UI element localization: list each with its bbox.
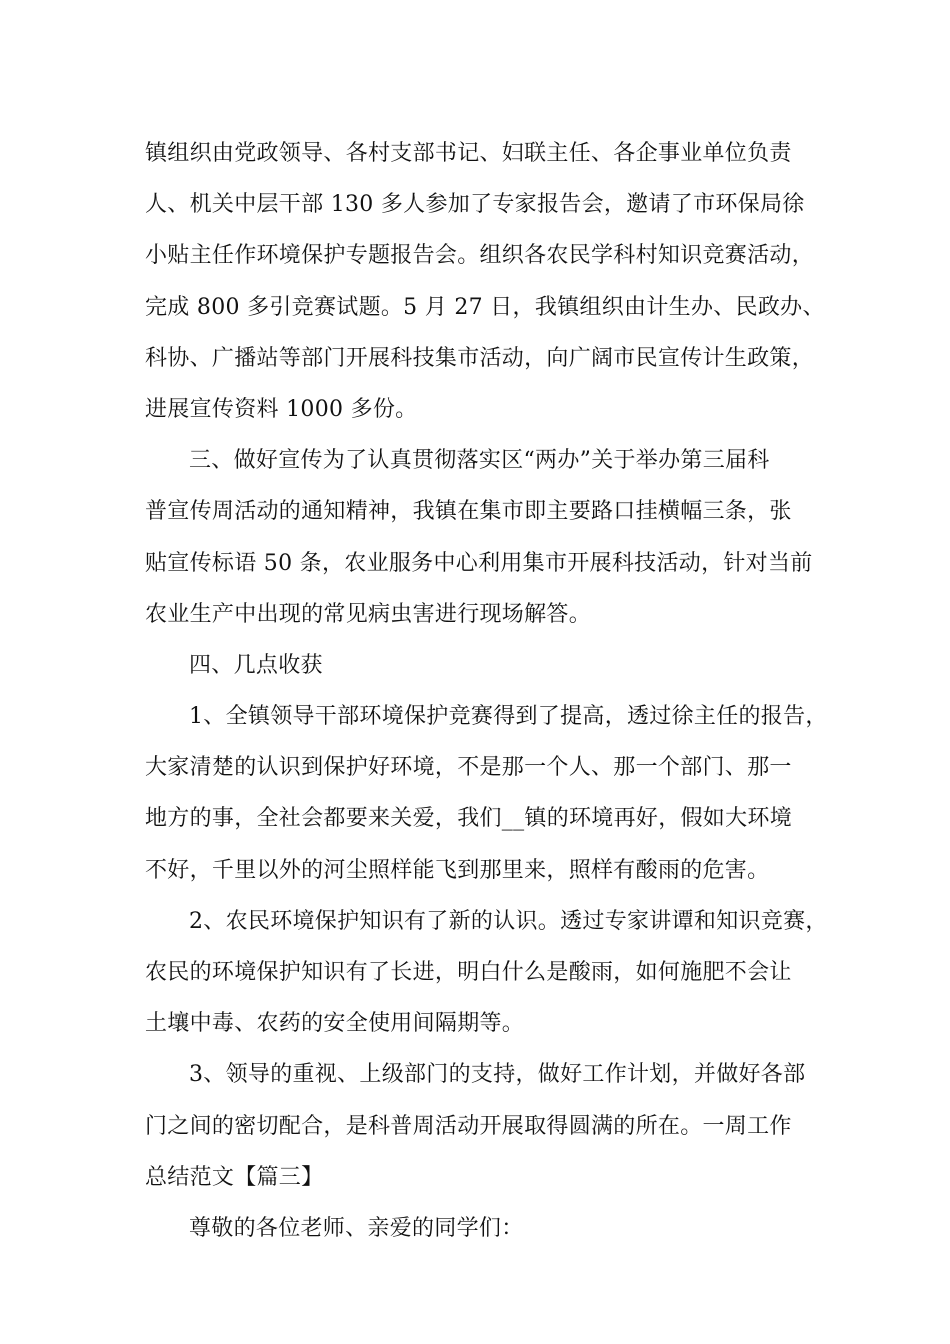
text-line: 农民的环境保护知识有了长进，明白什么是酸雨，如何施肥不会让 xyxy=(145,960,792,985)
point-two-line: 2、农民环境保护知识有了新的认识。透过专家讲谭和知识竞赛， xyxy=(189,908,828,934)
text-line: 科协、广播站等部门开展科技集市活动，向广阔市民宣传计生政策， xyxy=(145,345,815,371)
text-line: 门之间的密切配合，是科普周活动开展取得圆满的所在。一周工作 xyxy=(145,1113,792,1139)
section-three-heading-line: 三、做好宣传为了认真贯彻落实区“两办”关于举办第三届科 xyxy=(189,448,770,474)
text-line: 土壤中毒、农药的安全使用间隔期等。 xyxy=(145,1011,525,1037)
salutation-line: 尊敬的各位老师、亲爱的同学们： xyxy=(189,1215,524,1241)
section-four-heading: 四、几点收获 xyxy=(189,652,323,678)
text-line: 完成 800 多引竞赛试题。5 月 27 日，我镇组织由计生办、民政办、 xyxy=(145,294,825,320)
text-line: 镇组织由党政领导、各村支部书记、妇联主任、各企事业单位负责 xyxy=(145,141,792,166)
text-line: 人、机关中层干部 130 多人参加了专家报告会，邀请了市环保局徐 xyxy=(145,192,805,218)
text-line: 普宣传周活动的通知精神，我镇在集市即主要路口挂横幅三条，张 xyxy=(145,499,792,525)
text-line: 贴宣传标语 50 条，农业服务中心利用集市开展科技活动，针对当前 xyxy=(145,550,813,576)
document-body xyxy=(145,128,828,1254)
point-one-line: 1、全镇领导干部环境保护竞赛得到了提高，透过徐主任的报告， xyxy=(189,704,828,730)
text-line: 大家清楚的认识到保护好环境，不是那一个人、那一个部门、那一 xyxy=(145,755,792,781)
text-line: 不好，千里以外的河尘照样能飞到那里来，照样有酸雨的危害。 xyxy=(145,857,770,883)
text-line: 地方的事，全社会都要来关爱，我们__镇的环境再好，假如大环境 xyxy=(145,806,793,832)
text-line: 农业生产中出现的常见病虫害进行现场解答。 xyxy=(145,601,592,627)
text-line: 总结范文【篇三】 xyxy=(145,1164,324,1190)
text-line: 小贴主任作环境保护专题报告会。组织各农民学科村知识竞赛活动， xyxy=(145,243,815,269)
text-line: 进展宣传资料 1000 多份。 xyxy=(145,396,418,422)
point-three-line: 3、领导的重视、上级部门的支持，做好工作计划，并做好各部 xyxy=(189,1062,806,1088)
